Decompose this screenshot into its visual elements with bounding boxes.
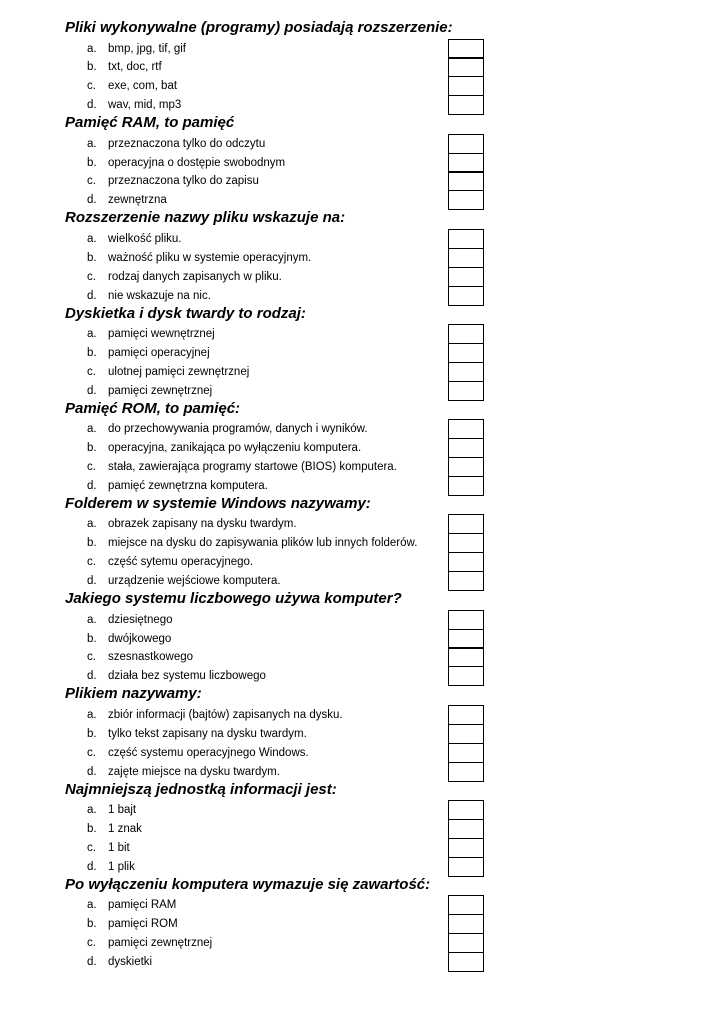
answer-option — [0, 611, 725, 630]
question-heading — [0, 875, 600, 894]
answer-text: przeznaczona tylko do odczytu — [108, 137, 266, 150]
answer-letter: d. — [87, 955, 97, 968]
question-heading — [0, 113, 600, 132]
answer-checkbox[interactable] — [448, 914, 484, 934]
answer-letter: a. — [87, 232, 97, 245]
answer-letter: d. — [87, 479, 97, 492]
answer-letter: d. — [87, 289, 97, 302]
answer-checkbox[interactable] — [448, 838, 484, 858]
answer-option — [0, 953, 725, 972]
answer-letter: c. — [87, 936, 96, 949]
answer-letter: b. — [87, 156, 97, 169]
answer-letter: c. — [87, 365, 96, 378]
answer-text: operacyjna o dostępie swobodnym — [108, 156, 286, 169]
answer-option — [0, 725, 725, 744]
answer-checkbox[interactable] — [448, 762, 484, 782]
answer-letter: b. — [87, 346, 97, 359]
answer-letter: b. — [87, 918, 97, 931]
answer-checkbox[interactable] — [448, 190, 484, 210]
answer-letter: d. — [87, 670, 97, 683]
answer-checkbox[interactable] — [448, 134, 484, 154]
answer-checkbox[interactable] — [448, 857, 484, 877]
answer-text: pamięci zewnętrznej — [108, 936, 213, 949]
question-text: Dyskietka i dysk twardy to rodzaj: — [65, 304, 306, 322]
answer-checkbox[interactable] — [448, 362, 484, 382]
question-block — [0, 208, 725, 303]
answer-option — [0, 77, 725, 96]
answer-text: 1 plik — [108, 860, 135, 873]
answer-text: urządzenie wejściowe komputera. — [108, 575, 281, 588]
answer-checkbox[interactable] — [448, 705, 484, 725]
answer-text: bmp, jpg, tif, gif — [108, 42, 186, 55]
answer-option — [0, 172, 725, 191]
answer-checkbox[interactable] — [448, 153, 484, 173]
answer-option — [0, 648, 725, 667]
question-block — [0, 304, 725, 399]
answer-letter: d. — [87, 765, 97, 778]
answer-letter: c. — [87, 841, 96, 854]
answer-checkbox[interactable] — [448, 381, 484, 401]
question-text: Rozszerzenie nazwy pliku wskazuje na: — [65, 209, 346, 227]
answer-text: ulotnej pamięci zewnętrznej — [108, 365, 250, 378]
answer-option — [0, 154, 725, 173]
answer-option — [0, 58, 725, 77]
answer-checkbox[interactable] — [448, 800, 484, 820]
answer-checkbox[interactable] — [448, 666, 484, 686]
answer-text: wav, mid, mp3 — [108, 99, 182, 112]
answer-checkbox[interactable] — [448, 933, 484, 953]
question-heading — [0, 780, 600, 799]
answer-letter: d. — [87, 575, 97, 588]
answer-text: exe, com, bat — [108, 80, 178, 93]
answer-text: txt, doc, rtf — [108, 61, 162, 74]
question-heading — [0, 589, 600, 608]
answer-letter: b. — [87, 822, 97, 835]
answer-checkbox[interactable] — [448, 514, 484, 534]
answer-checkbox[interactable] — [448, 629, 484, 649]
answer-text: przeznaczona tylko do zapisu — [108, 175, 259, 188]
answer-text: pamięci ROM — [108, 918, 178, 931]
question-block — [0, 399, 725, 494]
question-heading — [0, 18, 600, 37]
answer-option — [0, 915, 725, 934]
question-text: Folderem w systemie Windows nazywamy: — [65, 494, 371, 512]
answer-checkbox[interactable] — [448, 952, 484, 972]
answer-checkbox[interactable] — [448, 457, 484, 477]
answer-letter: c. — [87, 461, 96, 474]
answer-checkbox[interactable] — [448, 95, 484, 115]
answer-checkbox[interactable] — [448, 171, 484, 191]
question-text: Pamięć ROM, to pamięć: — [65, 399, 241, 417]
answer-text: ważność pliku w systemie operacyjnym. — [108, 251, 312, 264]
answer-checkbox[interactable] — [448, 248, 484, 268]
question-text: Pliki wykonywalne (programy) posiadają rozszerzenie: — [65, 19, 453, 36]
answer-letter: a. — [87, 137, 97, 150]
question-block — [0, 684, 725, 779]
answer-option — [0, 40, 725, 59]
answer-text: część sytemu operacyjnego. — [108, 556, 254, 569]
answer-option — [0, 439, 725, 458]
answer-checkbox[interactable] — [448, 647, 484, 667]
question-block — [0, 494, 725, 589]
question-heading — [0, 684, 600, 703]
answer-option — [0, 344, 725, 363]
answer-text: wielkość pliku. — [108, 232, 182, 245]
answer-letter: c. — [87, 270, 96, 283]
answer-checkbox[interactable] — [448, 819, 484, 839]
answer-text: pamięci wewnętrznej — [108, 328, 215, 341]
answer-checkbox[interactable] — [448, 229, 484, 249]
answer-letter: c. — [87, 746, 96, 759]
answer-option — [0, 896, 725, 915]
question-block — [0, 780, 725, 875]
question-heading — [0, 304, 600, 323]
answer-option — [0, 820, 725, 839]
answer-text: pamięć zewnętrzna komputera. — [108, 479, 268, 492]
answer-text: rodzaj danych zapisanych w pliku. — [108, 270, 282, 283]
answer-text: pamięci RAM — [108, 899, 177, 912]
answer-option — [0, 515, 725, 534]
answer-letter: a. — [87, 804, 97, 816]
answer-option — [0, 363, 725, 382]
answer-checkbox[interactable] — [448, 610, 484, 630]
answer-option — [0, 839, 725, 858]
answer-letter: c. — [87, 175, 96, 188]
answer-text: działa bez systemu liczbowego — [108, 670, 266, 683]
answer-letter: b. — [87, 442, 97, 455]
answer-letter: a. — [87, 613, 97, 626]
question-heading — [0, 399, 600, 418]
answer-letter: b. — [87, 61, 97, 74]
answer-letter: a. — [87, 708, 97, 721]
answer-option — [0, 325, 725, 344]
answer-checkbox[interactable] — [448, 571, 484, 591]
answer-text: operacyjna, zanikająca po wyłączeniu komputera. — [108, 442, 362, 455]
question-text: Najmniejszą jednostką informacji jest: — [65, 780, 337, 798]
answer-text: 1 bajt — [108, 804, 137, 816]
answer-text: zbiór informacji (bajtów) zapisanych na dysku. — [108, 708, 343, 721]
question-heading — [0, 494, 600, 513]
question-heading — [0, 208, 600, 227]
quiz-page — [0, 18, 725, 970]
answer-letter: a. — [87, 518, 97, 531]
answer-letter: a. — [87, 423, 97, 436]
answer-checkbox[interactable] — [448, 343, 484, 363]
question-text: Plikiem nazywamy: — [65, 685, 202, 703]
answer-letter: b. — [87, 632, 97, 645]
question-block — [0, 113, 725, 208]
answer-letter: c. — [87, 651, 96, 664]
answer-text: dziesiętnego — [108, 613, 173, 626]
answer-option — [0, 458, 725, 477]
answer-text: nie wskazuje na nic. — [108, 289, 211, 302]
answer-text: do przechowywania programów, danych i wyników. — [108, 423, 368, 436]
answer-checkbox[interactable] — [448, 438, 484, 458]
answer-text: obrazek zapisany na dysku twardym. — [108, 518, 297, 531]
answer-text: zajęte miejsce na dysku twardym. — [108, 765, 280, 778]
answer-option — [0, 534, 725, 553]
answer-letter: d. — [87, 384, 97, 397]
answer-checkbox[interactable] — [448, 286, 484, 306]
answer-text: 1 znak — [108, 822, 142, 835]
answer-letter: d. — [87, 99, 97, 112]
answer-text: 1 bit — [108, 841, 130, 854]
answer-letter: a. — [87, 328, 97, 341]
answer-text: dwójkowego — [108, 632, 172, 645]
answer-checkbox[interactable] — [448, 267, 484, 287]
answer-checkbox[interactable] — [448, 76, 484, 96]
answer-option — [0, 230, 725, 249]
answer-text: miejsce na dysku do zapisywania plików lub innych folderów. — [108, 537, 418, 550]
answer-option — [0, 934, 725, 953]
answer-letter: d. — [87, 194, 97, 207]
answer-checkbox[interactable] — [448, 895, 484, 915]
answer-option — [0, 744, 725, 763]
question-block — [0, 875, 725, 970]
question-block — [0, 589, 725, 684]
answer-checkbox[interactable] — [448, 57, 484, 77]
answer-text: zewnętrzna — [108, 194, 167, 207]
answer-option — [0, 553, 725, 572]
answer-option — [0, 630, 725, 649]
answer-text: stała, zawierająca programy startowe (BIOS) komputera. — [108, 461, 397, 474]
answer-checkbox[interactable] — [448, 324, 484, 344]
answer-text: część systemu operacyjnego Windows. — [108, 746, 309, 759]
question-text: Jakiego systemu liczbowego używa komputer? — [65, 590, 402, 608]
question-block — [0, 18, 725, 113]
answer-letter: b. — [87, 251, 97, 264]
answer-option — [0, 420, 725, 439]
answer-letter: a. — [87, 42, 97, 55]
answer-text: szesnastkowego — [108, 651, 194, 664]
question-text: Po wyłączeniu komputera wymazuje się zawartość: — [65, 875, 431, 893]
answer-checkbox[interactable] — [448, 552, 484, 572]
answer-letter: b. — [87, 727, 97, 740]
answer-text: dyskietki — [108, 955, 153, 968]
answer-text: pamięci zewnętrznej — [108, 384, 213, 397]
answer-checkbox[interactable] — [448, 533, 484, 553]
answer-option — [0, 249, 725, 268]
answer-letter: b. — [87, 537, 97, 550]
answer-option — [0, 268, 725, 287]
answer-letter: c. — [87, 556, 96, 569]
answer-checkbox[interactable] — [448, 724, 484, 744]
answer-checkbox[interactable] — [448, 476, 484, 496]
question-text: Pamięć RAM, to pamięć — [65, 114, 235, 132]
answer-checkbox[interactable] — [448, 39, 484, 59]
answer-text: tylko tekst zapisany na dysku twardym. — [108, 727, 307, 740]
answer-checkbox[interactable] — [448, 419, 484, 439]
answer-checkbox[interactable] — [448, 743, 484, 763]
answer-text: pamięci operacyjnej — [108, 346, 210, 359]
answer-letter: c. — [87, 80, 96, 93]
answer-option — [0, 135, 725, 154]
answer-letter: d. — [87, 860, 97, 873]
answer-letter: a. — [87, 899, 97, 912]
answer-option — [0, 801, 725, 820]
answer-option — [0, 706, 725, 725]
